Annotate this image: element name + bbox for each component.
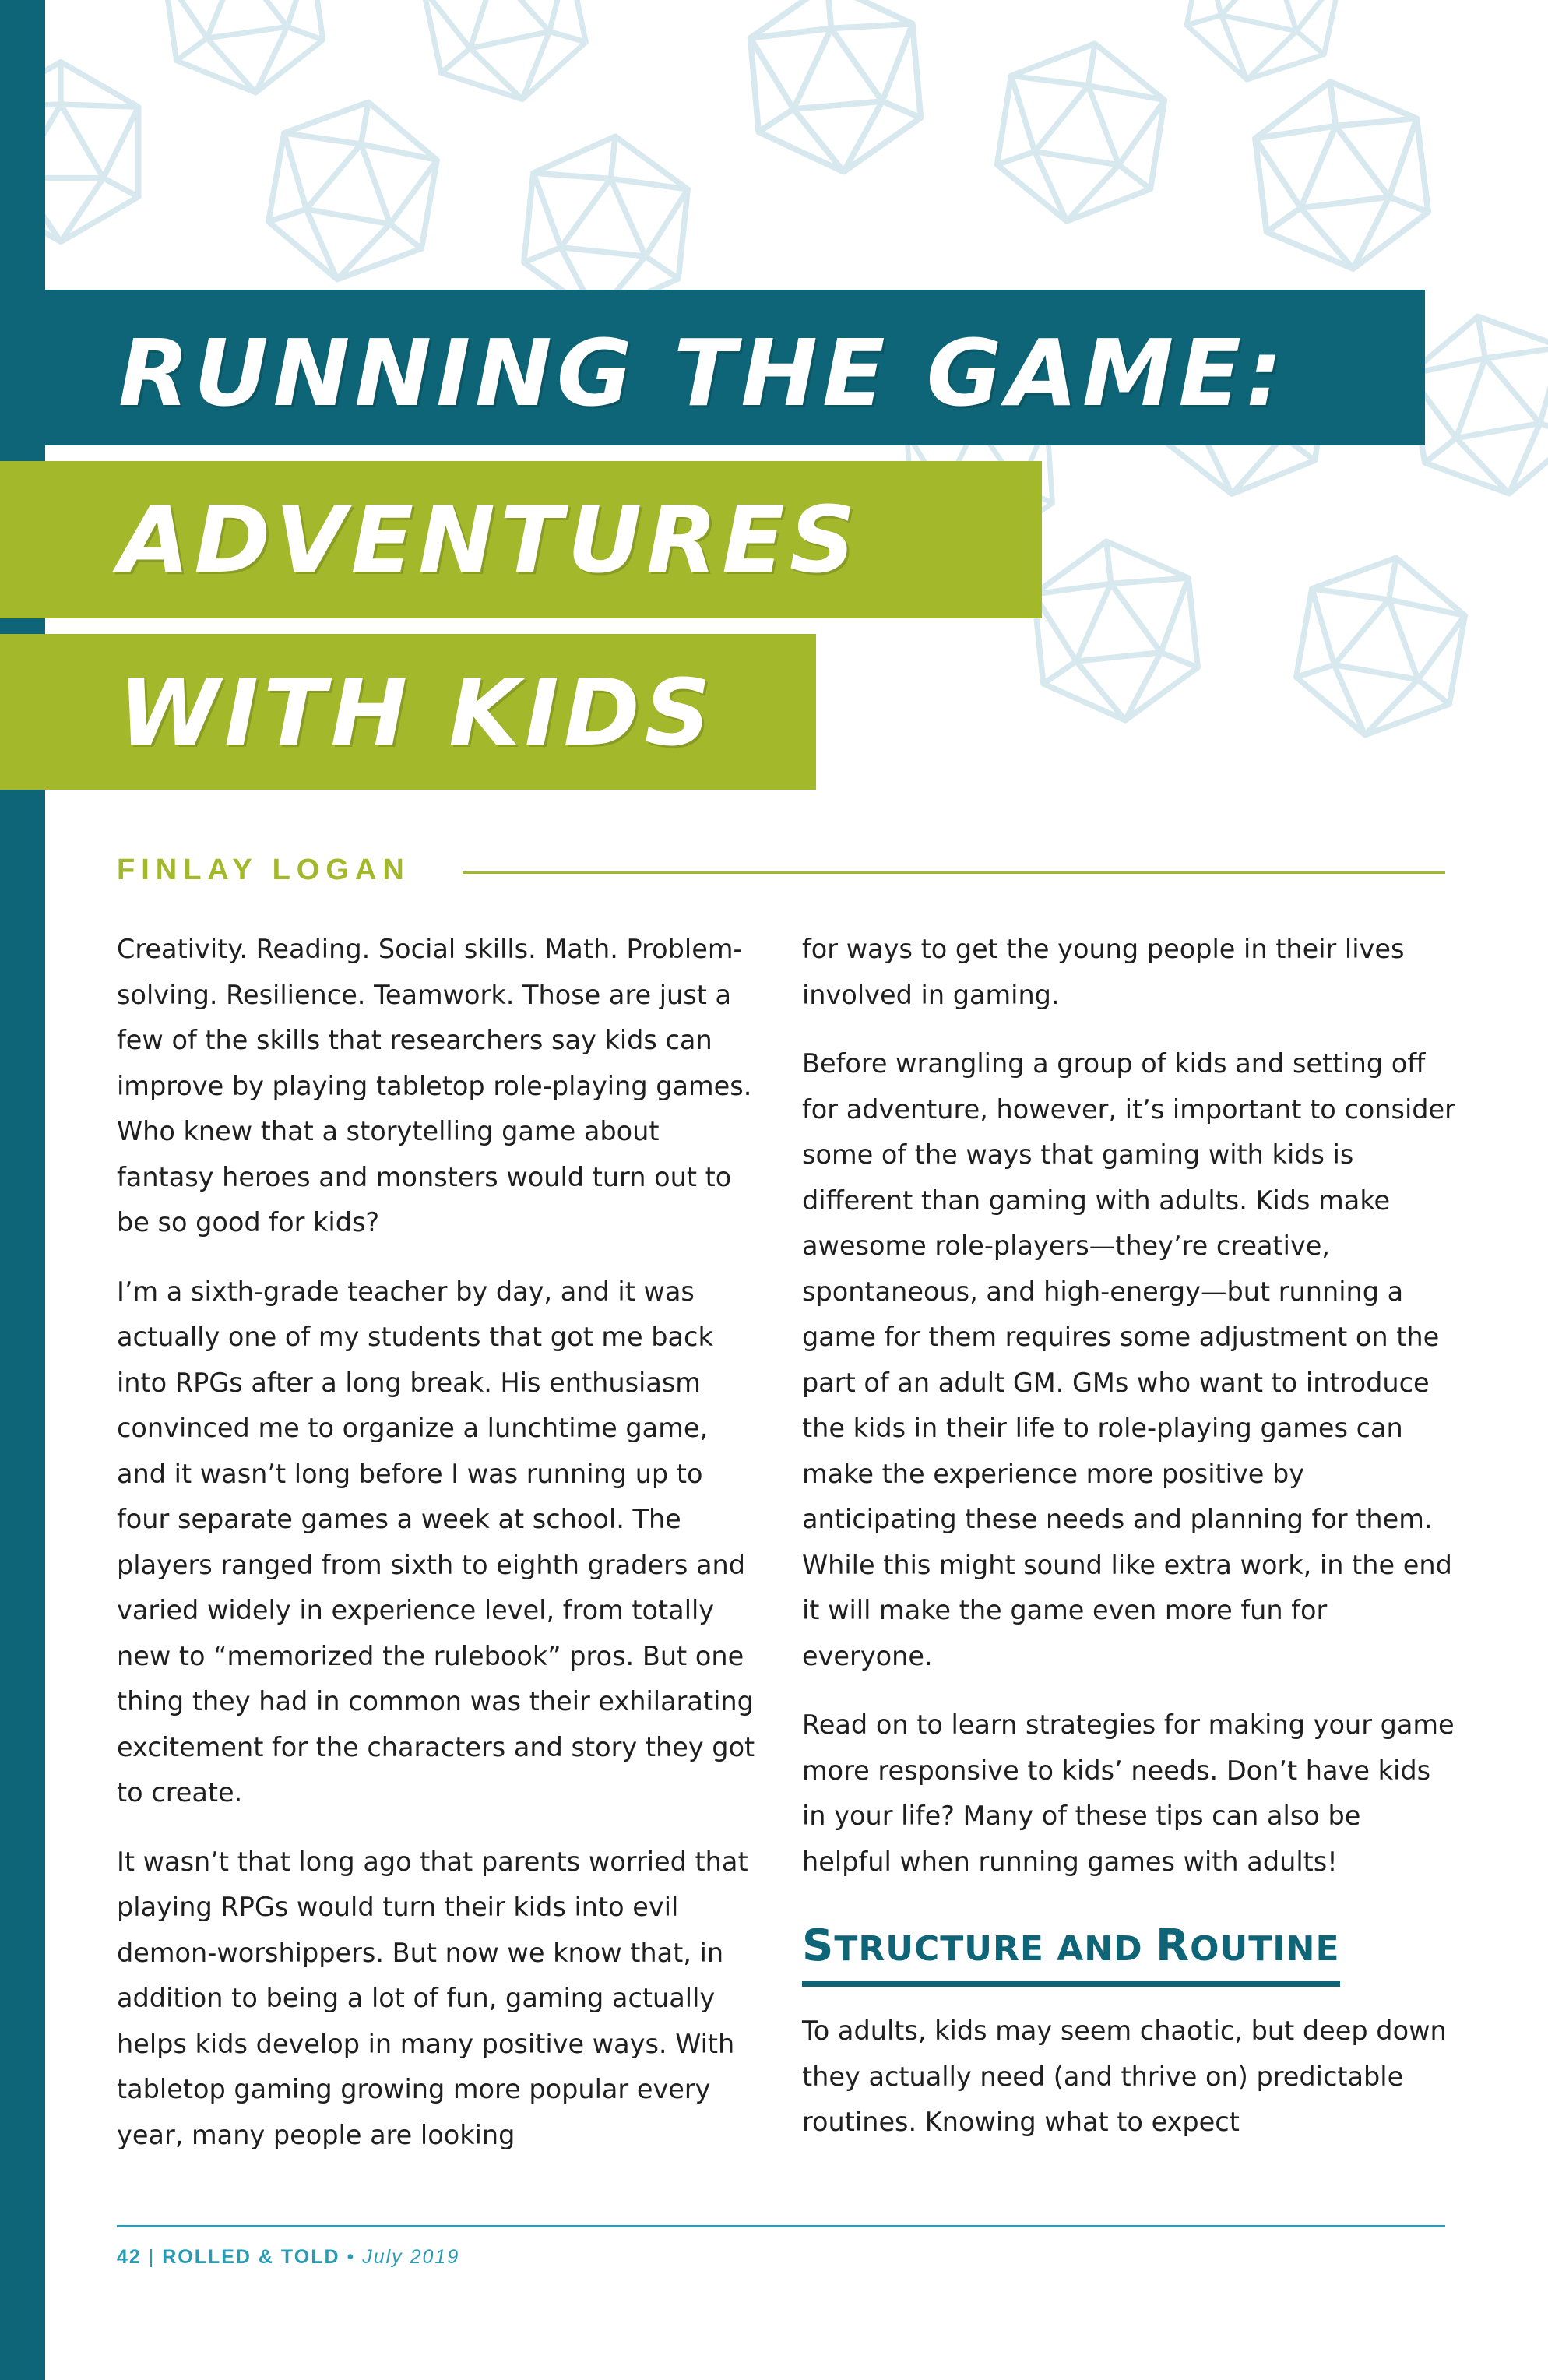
- title-band-lime-1: [0, 461, 1042, 618]
- author-byline: FINLAY LOGAN: [117, 854, 410, 886]
- magazine-name: ROLLED & TOLD: [162, 2246, 340, 2268]
- article-column-left: [117, 927, 763, 2181]
- title-band-lime-2: [0, 634, 816, 790]
- title-line-1: RUNNING THE GAME:: [118, 319, 1288, 427]
- footer-separator: |: [148, 2246, 156, 2268]
- footer-rule: [117, 2225, 1445, 2227]
- page-footer: [117, 2246, 459, 2269]
- paragraph: for ways to get the young people in their lives involved in gaming.: [802, 934, 1405, 1010]
- paragraph: To adults, kids may seem chaotic, but deep down they actually need (and thrive on) predictable routines. Knowing what to expect: [802, 2016, 1447, 2137]
- paragraph: Before wrangling a group of kids and setting off for adventure, however, it’s important to consider some of the ways that gaming with kids is different than gaming with adults. Kids make awesome role-players—they’re creative, spontaneous, and high-energy—but running a game for them requires some adjustment on the part of an adult GM. GMs who want to introduce the kids in their life to role-playing games can make the experience more positive by anticipating these needs and planning for them. While this might sound like extra work, in the end it will make the game even more fun for everyone.: [802, 1048, 1455, 1671]
- heading-smallcaps: TRUCTURE AND: [834, 1929, 1156, 1969]
- d20-dice: [414, 0, 595, 114]
- issue-date: July 2019: [362, 2246, 460, 2268]
- title-line-3: WITH KIDS: [118, 659, 716, 766]
- heading-smallcaps: OUTINE: [1190, 1929, 1340, 1969]
- d20-dice: [1289, 544, 1473, 748]
- paragraph: Read on to learn strategies for making your game more responsive to kids’ needs. Don’t have kids in your life? Many of these tips can also be helpful when running games with adults!: [802, 1709, 1455, 1877]
- paragraph: It wasn’t that long ago that parents worried that playing RPGs would turn their kids into evil demon-worshippers. But now we know that, in addition to being a lot of fun, gaming actually helps kids develop in many positive ways. With tabletop gaming growing more popular every year, many people are looking: [117, 1846, 748, 2150]
- d20-dice: [1178, 0, 1349, 94]
- page-number: 42: [117, 2246, 142, 2268]
- article-column-right: [802, 927, 1456, 2169]
- d20-dice: [45, 62, 139, 242]
- d20-dice: [1029, 533, 1203, 729]
- title-line-2: ADVENTURES: [118, 486, 860, 593]
- footer-bullet: •: [347, 2246, 356, 2268]
- byline-rule: [463, 871, 1445, 874]
- paragraph: I’m a sixth-grade teacher by day, and it was actually one of my students that got me back into RPGs after a long break. His enthusiasm convinced me to organize a lunchtime game, and it wasn’t long before I was running up to four separate games a week at school. The players ranged from sixth to eighth graders and varied widely in experience level, from totally new to “memorized the rulebook” pros. But one thing they had in common was their exhilarating excitement for the characters and story they got to create.: [117, 1276, 755, 1808]
- title-band-teal: [0, 290, 1425, 445]
- heading-initial: S: [802, 1921, 835, 1971]
- d20-dice: [159, 0, 329, 103]
- paragraph: Creativity. Reading. Social skills. Math. Problem-solving. Resilience. Teamwork. Those are just a few of the skills that researchers say kids can improve by playing tabletop role-playing games. Who knew that a storytelling game about fantasy heroes and monsters would turn out to be so good for kids?: [117, 934, 752, 1238]
- d20-dice: [746, 0, 924, 179]
- d20-dice: [261, 89, 445, 293]
- d20-dice: [990, 31, 1171, 233]
- d20-dice: [1250, 72, 1434, 279]
- section-heading: [802, 1919, 1340, 1987]
- heading-initial: R: [1155, 1921, 1191, 1971]
